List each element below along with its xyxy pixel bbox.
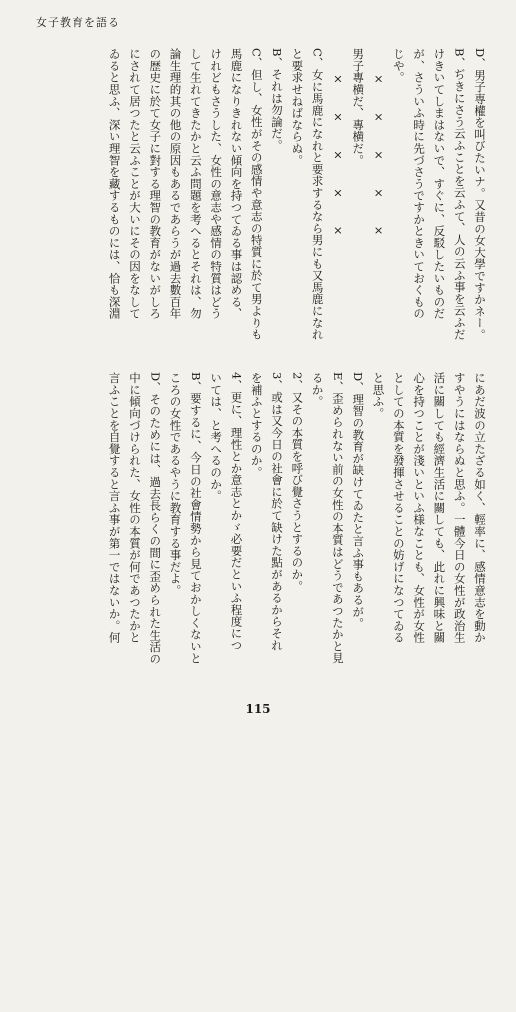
text-column: D、理智の教育が缺けてゐたと言ふ事もあるが。 [351, 372, 366, 630]
text-column: B、それは勿論だ。 [270, 48, 285, 152]
text-column: けれどもさうした、女性の意志や感情の特質はどう [209, 48, 224, 320]
text-column: D、そのためには、過去長らくの間に歪められた生活の [148, 372, 163, 665]
text-column: ゐると思ふ、深い理智を藏するものには、恰も深淵 [107, 48, 122, 320]
text-column: いては、と考へるのか。 [209, 372, 224, 502]
running-head: 女子教育を語る [36, 16, 120, 29]
text-column: にされて居つたと云ふことが大いにその因をなして [127, 48, 142, 320]
text-column: C、女に馬鹿になれと要求するなら男にも又馬鹿になれ [310, 48, 325, 341]
text-column: B、ぢきにさう云ふことを云ふて、人の云ふ事を云ふだ [452, 48, 467, 340]
text-column: 2、又その本質を呼び覺さうとするのか。 [290, 372, 305, 593]
text-column: E、歪められない前の女性の本質はどうであつたかと見 [330, 372, 345, 664]
text-column: 活に關しても經濟生活に關しても、此れに興味と關 [432, 372, 447, 644]
text-column: 中に傾向づけられた、女性の本質が何であつたかと [127, 372, 142, 644]
text-column: じや。 [391, 48, 406, 84]
lower-text-block [104, 372, 490, 1012]
text-column: 男子專横だ、專横だ。 [351, 48, 366, 166]
text-column: を補ふとするのか。 [249, 372, 264, 479]
text-column: 言ふことを自覺すると言ふ事が第一ではないか。何 [107, 372, 122, 644]
page-number: 115 [245, 702, 271, 716]
text-column: B、要するに、今日の社會情勢から見ておかしくないと [188, 372, 203, 664]
text-column: が、さういふ時に先づさうですかときいておくもの [412, 48, 427, 320]
text-column: と思ふ。 [371, 372, 386, 420]
text-column: 心を持つことが淺いといふ様なことも、女性が女性 [412, 372, 427, 644]
text-column: 4、更に、理性とか意志とかゞ必要だといふ程度につ [229, 372, 244, 652]
text-column: C、但し、女性がその感情や意志の特質に於て男よりも [249, 48, 264, 341]
text-column: 馬鹿になりきれない傾向を持つてゐる事は認める、 [229, 48, 244, 320]
text-column: 論生理的其の他の原因もあるであらうが過去數百年 [168, 48, 183, 320]
text-column: して生れてきたかと云ふ問題を考へるとそれは、勿 [188, 48, 203, 320]
text-column: るか。 [310, 372, 325, 408]
text-column: にあだ波の立たざる如く、輕率に、感情意志を動か [473, 372, 487, 644]
text-column: けきいてしまはないで、すぐに、反駁したいものだ [432, 48, 447, 320]
section-divider: × × × × × [330, 48, 345, 238]
text-column: としての本質を發揮させることの妨げになつてゐる [391, 372, 406, 644]
text-column: 3、或は又今日の社會に於て缺けた點があるからそれ [270, 372, 285, 652]
text-column: すやうにはならぬと思ふ。一體今日の女性が政治生 [452, 372, 467, 644]
text-column: D、男子専權を叫びたいナ。又昔の女大學ですかネー。 [473, 48, 487, 341]
section-divider: × × × × × [371, 48, 386, 238]
text-column: と要求せねばならぬ。 [290, 48, 305, 166]
text-column: ころの女性であるやうに教育する事だよ。 [168, 372, 183, 597]
text-column: の歴史に於て女子に對する理智の教育がないがしろ [148, 48, 163, 320]
vertical-body-text-lower [34, 372, 490, 1012]
